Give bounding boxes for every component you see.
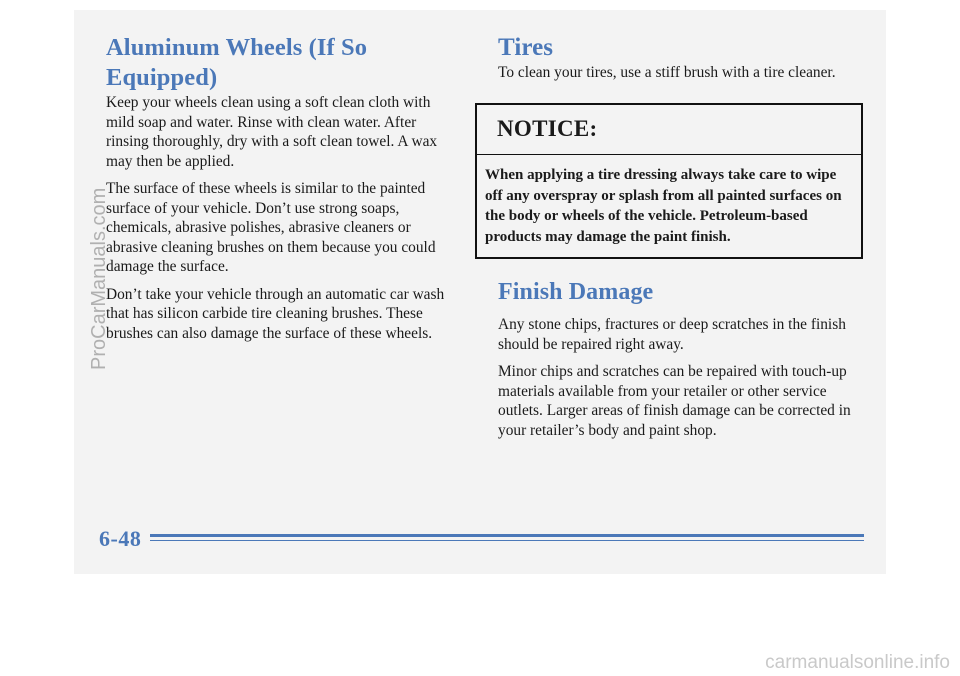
aluminum-wheels-heading: Aluminum Wheels (If So Equipped) — [106, 34, 368, 91]
aluminum-wheels-section — [106, 33, 462, 351]
side-watermark: ProCarManuals.com — [88, 187, 110, 370]
tires-section — [498, 33, 868, 91]
notice-title: NOTICE: — [477, 105, 861, 155]
bottom-watermark: carmanualsonline.info — [765, 652, 950, 673]
notice-box — [475, 103, 863, 259]
page-number: 6-48 — [99, 526, 142, 551]
notice-body: When applying a tire dressing always take care to wipe off any overspray or splash from all painted surfaces on the body or wheels of the vehicle. Petroleum-based products may damage the paint finish. — [485, 167, 842, 245]
finish-damage-paragraph-1: Any stone chips, fractures or deep scratches in the finish should be repaired right away. — [498, 316, 846, 353]
finish-damage-heading: Finish Damage — [498, 279, 654, 305]
footer-rule — [150, 534, 864, 537]
aluminum-wheels-paragraph-2: The surface of these wheels is similar to the painted surface of your vehicle. Don’t use strong soaps, chemicals, abrasive polishes, abrasive cleaners or abrasive cleaning brushes on them because you could damage the surface. — [106, 180, 436, 275]
tires-paragraph: To clean your tires, use a stiff brush with a tire cleaner. — [498, 64, 836, 81]
finish-damage-section — [498, 277, 870, 448]
finish-damage-paragraph-2: Minor chips and scratches can be repaired with touch-up materials available from your retailer or other service outlets. Larger areas of finish damage can be corrected in your retailer’s body and paint shop. — [498, 363, 851, 439]
aluminum-wheels-paragraph-3: Don’t take your vehicle through an automatic car wash that has silicon carbide tire cleaning brushes. These brushes can also damage the surface of these wheels. — [106, 285, 445, 342]
tires-heading: Tires — [498, 34, 554, 61]
aluminum-wheels-paragraph-1: Keep your wheels clean using a soft clean cloth with mild soap and water. Rinse with clean water. After rinsing thoroughly, dry with a soft clean towel. A wax may then be applied. — [106, 94, 438, 170]
footer-rule-thin — [150, 540, 864, 541]
